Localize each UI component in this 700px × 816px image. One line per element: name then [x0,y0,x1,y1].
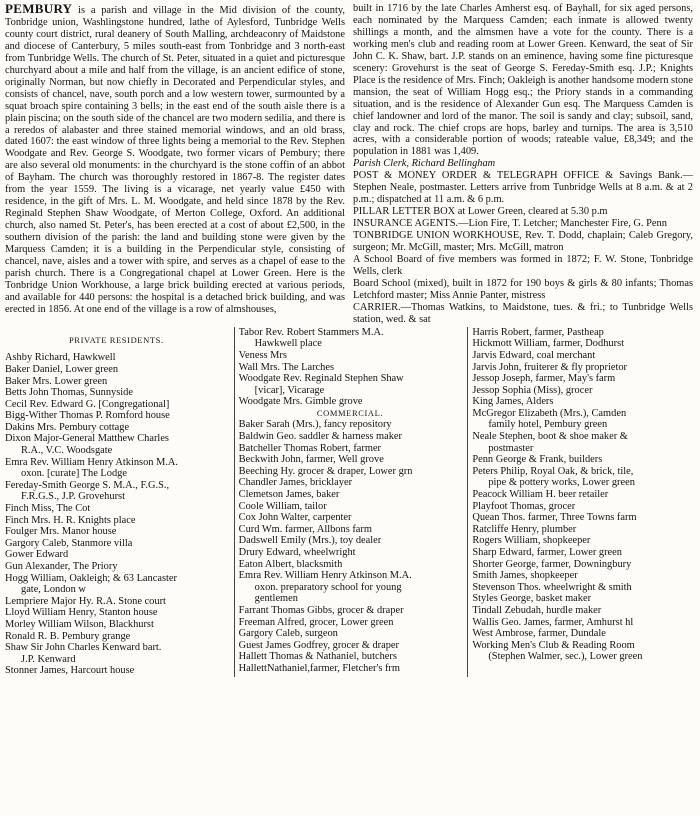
directory-entry: Baldwin Geo. saddler & harness maker [238,431,402,443]
carrier: CARRIER.—Thomas Watkins, to Maidstone, tues. & fri.; to Tunbridge Wells station, wed. & sat [353,301,693,325]
directory-entry: Wallis Geo. James, farmer, Amhurst hl [472,616,634,628]
directory-entry: HallettNathaniel,farmer, Fletcher's frm [238,662,400,674]
directory-entry: Emra Rev. William Henry Atkinson M.A. [5,456,179,468]
almshouse-paragraph: built in 1716 by the late Charles Amherst esq. of Bayhall, for six aged persons, each nominated by the Marquess Camden; each inmate is allowed twenty shillings a month, and the almsmen have a vote for the county. There is a working men's club and reading room at Lower Green. Kenward, the seat of Sir John C. K. Shaw, bart. J.P. stands on an eminence, having some fine picturesque scenery: Grovehurst is the seat of George S. Fereday-Smith esq. J.P.; Knights Place is the residence of Mrs. Finch; Oakleigh is another handsome modern stone mansion, the seat of William Hogg esq.; the Priory stands in a commanding situation, and is the residence of Alexander Gun esq. The Marquess Camden is chief landowner and lord of the manor. The soil is sandy and clay; subsoil, sand, clay and rock. The chief crops are hops, barley and turnips. The area is 3,510 acres, with a considerable portion of woods; rateable value, £8,349; and the population in 1881 was 1,409. [353,3,693,158]
directory-entry: Dadswell Emily (Mrs.), toy dealer [238,535,382,547]
directory-entry: oxon. [curate] The Lodge [21,468,127,480]
private-residents-heading: PRIVATE RESIDENTS. [68,334,164,345]
directory-entry: Eaton Albert, blacksmith [238,558,343,570]
directory-entry: Chandler James, bricklayer [238,477,353,489]
column-3-list [472,327,695,663]
column-3 [467,327,695,677]
directory-entry: Neale Stephen, boot & shoe maker & [472,431,628,443]
parish-clerk: Parish Clerk, Richard Bellingham [353,158,496,170]
directory-entry: J.P. Kenward [21,653,76,665]
directory-entry: Playfoot Thomas, grocer [472,500,576,512]
directory-entry: family hotel, Pembury green [488,419,608,431]
directory-entry: Clemetson James, baker [238,489,340,501]
intro-text: is a parish and village in the Mid division of the county, Tonbridge union, Washlingstone hundred, lathe of Aylesford, Tunbridge Wells county court district, rural deanery of South Malling, archdeaconry of Maidstone and diocese of Canterbury, 5 miles south-east from Tonbridge and 3 north-east from Tunbridge Wells. The church of St. Peter, situated in a quiet and picturesque churchyard about a mile and half from the village, is an ancient edifice of stone, originally Norman, but now chiefly in Decorated and Perpendicular styles, and consists of chancel, nave, south porch and a low western tower, surmounted by a squat broach spire containing 3 bells; in the east end of the south aisle there is a plain piscina; on the south side of the chancel are two modern sedilia, and there is a reredos of alabaster and three stained memorial windows, and an old brass, dated 1607: the east window of three lights being a memorial to the Rev. Stephen Woodgate and Rev. George S. Woodgate, two former vicars of Pembury; there are also several old monuments: in the churchyard is the stone coffin of an abbot of Bayham. The church was thoroughly restored in 1867-8. The register dates from the year 1559. The living is a vicarage, net yearly value £450 with residence, in the gift of Mrs. L. M. Woodgate, and held since 1878 by the Rev. Reginald Stephen Shaw Woodgate, of Merton College, Oxford. An additional church, also named St. Peter's, has been erected at a cost of about £2,500, in the southern division of the parish: the land and building stone were given by the Marquess Camden; it is a building in the Perpendicular style, consisting of chancel, nave, aisles and a tower with spire, and serves as a chapel of ease to the parish church. There is a Congregational chapel at Lower Green. Here is the Tonbridge Union Workhouse, a large brick building erected at various periods, and available for 440 persons: the hospital is a detached brick building, and was erected in 1856. At one end of the village is a row of almshouses, [5,5,345,315]
directory-entry: Drury Edward, wheelwright [238,547,356,559]
directory-entry: R.A., V.C. Woodsgate [21,445,113,457]
directory-entry: Fereday-Smith George S. M.A., F.G.S., [5,479,170,491]
directory-entry: Curd Wm. farmer, Allbons farm [238,523,372,535]
directory-entry: Finch Mrs. H. R. Knights place [5,514,136,526]
directory-entry: Jarvis Edward, coal merchant [472,349,596,361]
intro-paragraph [5,3,345,316]
directory-entry: Freeman Alfred, grocer, Lower green [238,616,394,628]
intro-section [5,3,695,326]
directory-entry: Ronald R. B. Pembury grange [5,630,131,642]
directory-entry: Sharp Edward, farmer, Lower green [472,547,622,559]
directory-entry: (Stephen Walmer, sec.), Lower green [488,651,643,663]
directory-entry: Gargory Caleb, surgeon [238,628,338,640]
directory-entry: Hickmott William, farmer, Dodhurst [472,338,624,350]
directory-entry: Jarvis John, fruiterer & fly proprietor [472,361,628,373]
directory-entry: Wall Mrs. The Larches [238,361,335,373]
place-name: PEMBURY [5,1,73,16]
column-1-list [5,352,228,677]
directory-entry: [vicar], Vicarage [254,384,325,396]
directory-entry: West Ambrose, farmer, Dundale [472,628,606,640]
directory-entry: Veness Mrs [238,349,287,361]
directory-entry: Hawkwell place [254,338,322,350]
directory-entry: Penn George & Frank, builders [472,454,603,466]
directory-entry: Rogers William, shopkeeper [472,535,591,547]
intro-right-column [353,3,693,326]
directory-entry: Tindall Zebudah, hurdle maker [472,604,602,616]
directory-entry: Emra Rev. William Henry Atkinson M.A. [238,570,412,582]
directory-entry: Cox John Walter, carpenter [238,512,352,524]
residents-section [5,327,695,677]
directory-entry: pipe & pottery works, Lower green [488,477,635,489]
school-board: A School Board of five members was formed in 1872; F. W. Stone, Tonbridge Wells, clerk [353,254,693,277]
directory-entry: Lempriere Major Hy. R.A. Stone court [5,595,166,607]
directory-entry: Bigg-Wither Thomas P. Romford house [5,410,170,422]
directory-entry: Baker Daniel, Lower green [5,363,119,375]
directory-entry: Ratcliffe Henry, plumber [472,523,577,535]
directory-entry: Tabor Rev. Robert Stammers M.A. [238,326,384,338]
workhouse: TONBRIDGE UNION WORKHOUSE, Rev. T. Dodd, chaplain; Caleb Gregory, surgeon; Mr. McGill, master; Mrs. McGill, matron [353,230,693,254]
directory-entry: Dakins Mrs. Pembury cottage [5,421,130,433]
directory-entry: Baker Sarah (Mrs.), fancy repository [238,419,392,431]
directory-entry: Finch Miss, The Cot [5,503,91,515]
directory-entry: Dixon Major-General Matthew Charles [5,433,169,445]
directory-entry: Morley William Wilson, Blackhurst [5,618,154,630]
directory-entry: Harris Robert, farmer, Pastheap [472,326,604,338]
directory-entry: Gower Edward [5,549,69,561]
directory-entry: Gun Alexander, The Priory [5,561,118,573]
directory-entry: Farrant Thomas Gibbs, grocer & draper [238,604,404,616]
directory-entry: Baker Mrs. Lower green [5,375,108,387]
directory-entry: Betts John Thomas, Sunnyside [5,387,133,399]
directory-entry: Peters Philip, Royal Oak, & brick, tile, [472,465,634,477]
directory-entry: King James, Alders [472,396,554,408]
post-office: POST & MONEY ORDER & TELEGRAPH OFFICE & Savings Bank.—Stephen Neale, postmaster. Letters arrive from Tunbridge Wells at 8 a.m. & at 2 p.m.; dispatched at 11 a.m. & 6 p.m. [353,170,693,206]
column-2-commercial-list [239,419,462,674]
column-2 [234,327,462,677]
directory-entry: Quean Thos. farmer, Three Towns farm [472,512,637,524]
directory-entry: Styles George, basket maker [472,593,592,605]
board-school: Board School (mixed), built in 1872 for 190 boys & girls & 80 infants; Thomas Letchford master; Miss Annie Panter, mistress [353,277,693,301]
directory-entry: Guest James Godfrey, grocer & draper [238,639,399,651]
column-1 [5,327,228,677]
directory-entry: Stonner James, Harcourt house [5,665,135,677]
column-2-private-list [239,327,462,408]
insurance-agents: INSURANCE AGENTS.—Lion Fire, T. Letcher; Manchester Fire, G. Penn [353,218,667,230]
directory-entry: Woodgate Mrs. Gimble grove [238,396,363,408]
directory-entry: Smith James, shopkeeper [472,570,578,582]
directory-entry: Gargory Caleb, Stanmore villa [5,537,133,549]
directory-entry: Beckwith John, farmer, Well grove [238,454,384,466]
directory-entry: Hallett Thomas & Nathaniel, butchers [238,651,397,663]
directory-entry: Shorter George, farmer, Downingbury [472,558,632,570]
directory-entry: Woodgate Rev. Reginald Stephen Shaw [238,373,404,385]
directory-entry: Foulger Mrs. Manor house [5,526,117,538]
directory-entry: Jessop Joseph, farmer, May's farm [472,373,616,385]
directory-entry: Hogg William, Oakleigh; & 63 Lancaster [5,572,177,584]
directory-entry: McGregor Elizabeth (Mrs.), Camden [472,407,627,419]
directory-entry: Stevenson Thos. wheelwright & smith [472,581,632,593]
pillar-box: PILLAR LETTER BOX at Lower Green, cleared at 5.30 p.m [353,206,608,218]
directory-entry: Shaw Sir John Charles Kenward bart. [5,642,162,654]
directory-entry: F.R.G.S., J.P. Grovehurst [21,491,125,503]
directory-entry: Peacock William H. beer retailer [472,489,609,501]
directory-entry: oxon. preparatory school for young [254,581,402,593]
directory-entry: gentlemen [254,593,298,605]
directory-entry: gate, London w [21,584,86,596]
directory-entry: Jessop Sophia (Miss), grocer [472,384,593,396]
directory-entry: postmaster [488,442,534,454]
directory-entry: Ashby Richard, Hawkwell [5,352,116,364]
directory-entry: Beeching Hy. grocer & draper, Lower grn [238,465,413,477]
commercial-heading: COMMERCIAL. [316,407,384,418]
directory-entry: Coole William, tailor [238,500,327,512]
directory-entry: Working Men's Club & Reading Room [472,639,635,651]
directory-entry: Cecil Rev. Edward G. [Congregational] [5,398,170,410]
directory-entry: Lloyd William Henry, Stanton house [5,607,158,619]
intro-left-column [5,3,345,326]
directory-entry: Batcheller Thomas Robert, farmer [238,442,382,454]
